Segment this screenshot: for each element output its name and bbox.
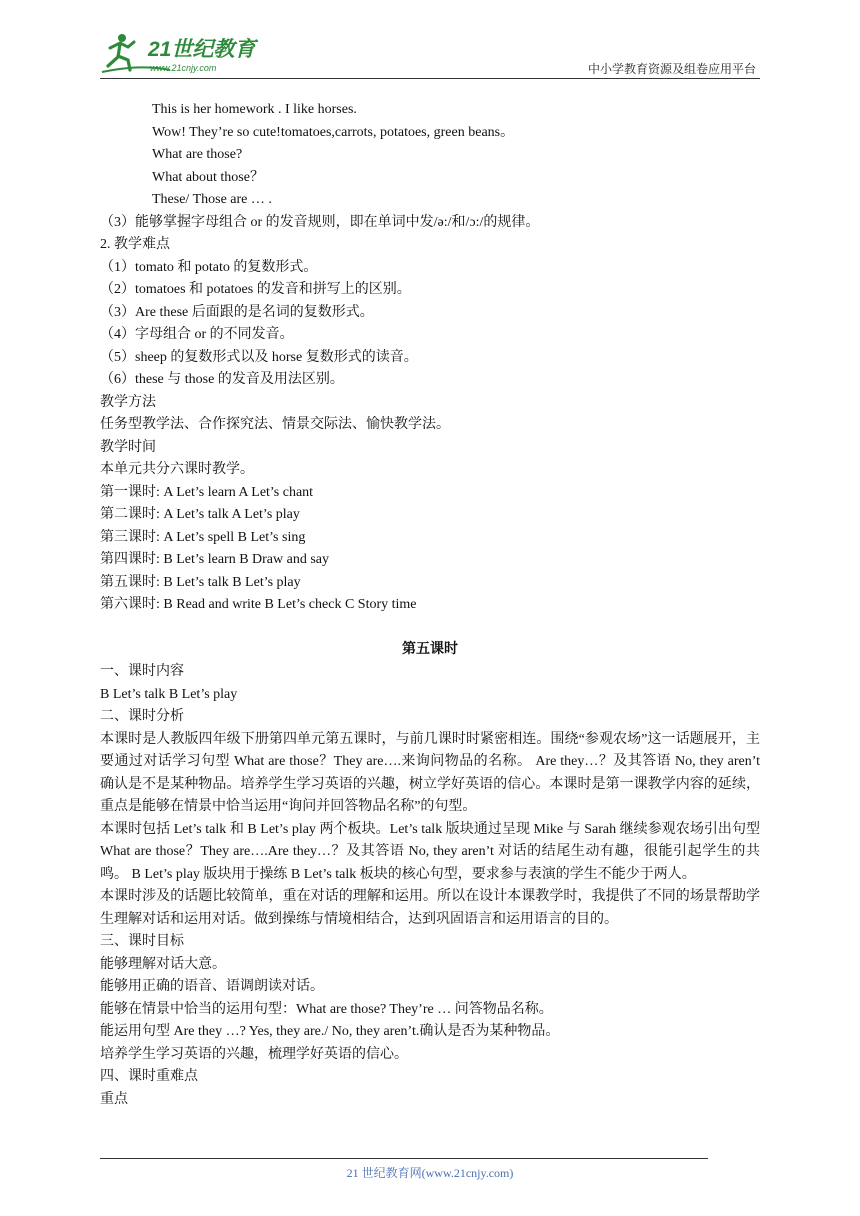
difficulty-item: （4）字母组合 or 的不同发音。 [100,327,294,342]
difficulty-item: （3）Are these 后面跟的是名词的复数形式。 [100,304,374,320]
lesson-row: 第六课时: B Read and write B Let’s check C Story time [100,597,417,612]
goal-item: 培养学生学习英语的兴趣，梳理学好英语的信心。 [100,1046,408,1062]
part1-text: B Let’s talk B Let’s play [100,686,238,702]
part1-heading: 一、课时内容 [100,664,184,679]
logo-url: www.21cnjy.com [150,63,217,73]
goal-item: 能运用句型 Are they …? Yes, they are./ No, they aren’t.确认是否为某种物品。 [100,1024,560,1039]
lesson-row: 第五课时: B Let’s talk B Let’s play [100,574,301,590]
page-header [100,30,760,78]
analysis-paragraph: 本课时涉及的话题比较简单，重在对话的理解和运用。所以在设计本课教学时，我提供了不同的场景帮助学生理解对话和运用对话。做到操练与情境相结合，达到巩固语言和运用语言的目的。 [100,889,760,927]
goal-item: 能够在情景中恰当的运用句型：What are those? They’re … 问答物品名称。 [100,1001,553,1017]
goal-item: 能够理解对话大意。 [100,956,226,972]
lesson-row: 第四课时: B Let’s learn B Draw and say [100,552,330,567]
example-line: These/ Those are … . [152,192,272,207]
section-title: 第五课时 [402,641,458,657]
difficulty-item: （5）sheep 的复数形式以及 horse 复数形式的读音。 [100,349,418,365]
lesson-row: 第一课时: A Let’s learn A Let’s chant [100,484,314,500]
text-line: （3）能够掌握字母组合 or 的发音规则，即在单词中发/ə:/和/ɔ:/的规律。 [100,214,540,230]
part3-heading: 三、课时目标 [100,934,184,949]
header-divider [100,78,760,79]
time-text: 本单元共分六课时教学。 [100,462,254,477]
document-body [100,99,760,1111]
part4-heading: 四、课时重难点 [100,1069,198,1084]
part2-heading: 二、课时分析 [100,709,184,724]
difficulty-item: （6）these 与 those 的发音及用法区别。 [100,372,344,387]
difficulty-item: （2）tomatoes 和 potatoes 的发音和拼写上的区别。 [100,282,411,297]
footer-text: 21 世纪教育网(www.21cnjy.com) [346,1166,514,1180]
lesson-row: 第三课时: A Let’s spell B Let’s sing [100,529,306,545]
example-line: What about those？ [152,169,264,185]
logo-title: 21世纪教育 [148,38,256,61]
example-line: What are those? [152,147,243,162]
example-line: Wow! They’re so cute!tomatoes,carrots, potatoes, green beans。 [152,124,515,140]
method-text: 任务型教学法、合作探究法、情景交际法、愉快教学法。 [100,417,450,432]
goal-item: 能够用正确的语音、语调朗读对话。 [100,979,324,994]
analysis-paragraph: 本课时包括 Let’s talk 和 B Let’s play 两个板块。Let’s talk 版块通过呈现 Mike 与 Sarah 继续参观农场引出句型 What are those？They are….Are they…？及其答语 No, they aren’t 对话的结尾生动有趣，很能引起学生的共鸣。 B Let’s play 版块用于操练 B Let’s talk 板块的核心句型，要求参与表演的学生不能少于两人。 [100,821,760,882]
example-line: This is her homework . I like horses. [152,102,357,117]
lesson-row: 第二课时: A Let’s talk A Let’s play [100,507,300,522]
difficulty-item: （1）tomato 和 potato 的复数形式。 [100,259,318,275]
method-heading: 教学方法 [100,394,156,410]
footer-divider [100,1158,708,1159]
analysis-paragraph: 本课时是人教版四年级下册第四单元第五课时，与前几课时时紧密相连。围绕“参观农场”这一话题展开，主要通过对话学习句型 What are those？They are….来询问物品的名称。 Are they…？及其答语 No, they aren’t 确认是不是某种物品。培养学生学习英语的兴趣，树立学好英语的信心。本课时是第一课教学内容的延续，重点是能够在情景中恰当运用“询问并回答物品名称”的句型。 [100,731,760,814]
part4-subheading: 重点 [100,1091,128,1107]
platform-name: 中小学教育资源及组卷应用平台 [587,62,756,76]
time-heading: 教学时间 [100,439,156,455]
difficulty-heading: 2. 教学难点 [100,237,170,252]
logo [100,30,270,76]
